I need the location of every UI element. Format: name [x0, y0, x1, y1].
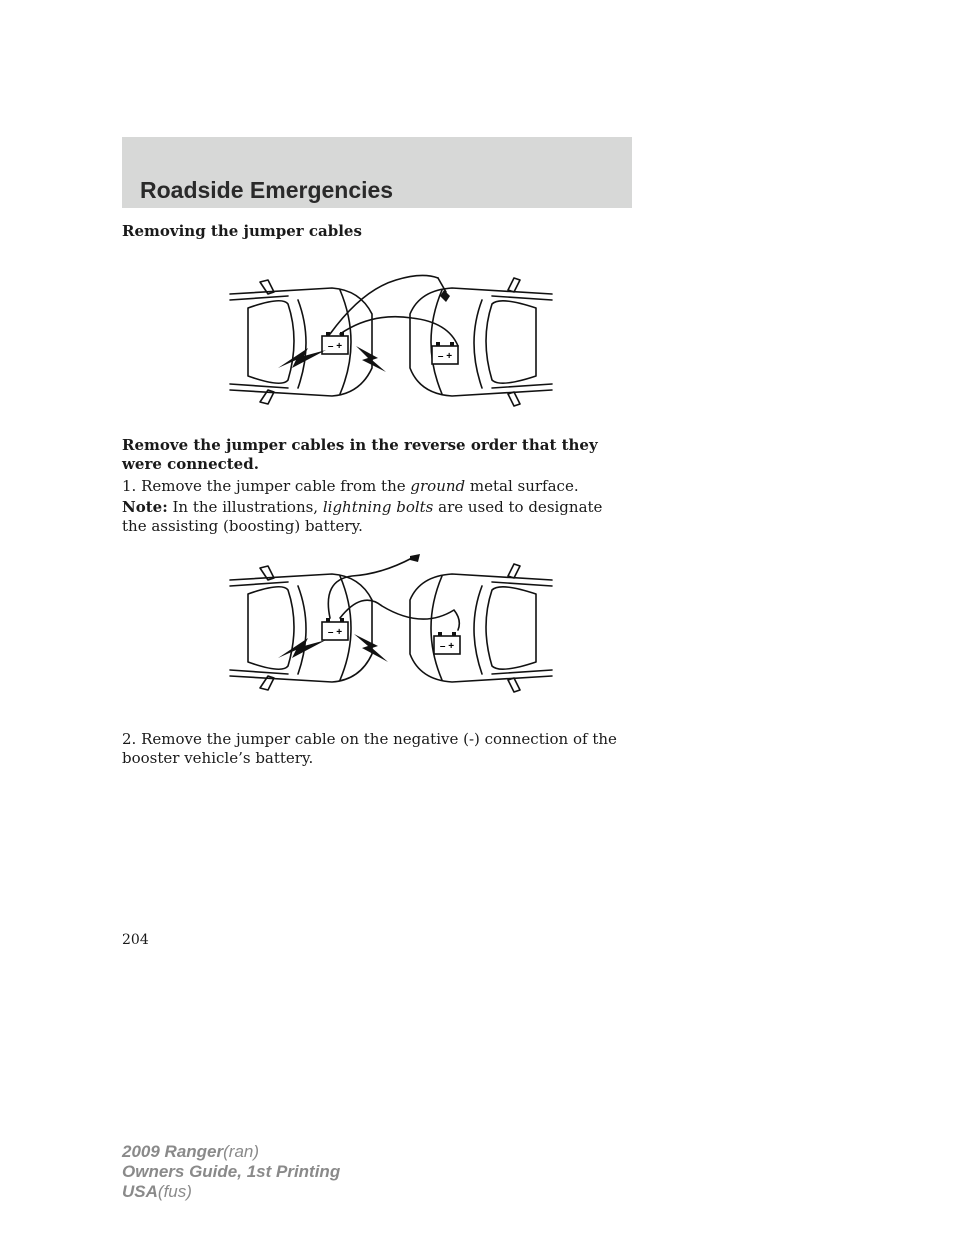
- svg-text:– +: – +: [439, 641, 455, 652]
- battery-right: [434, 632, 460, 654]
- page-title: Roadside Emergencies: [140, 177, 394, 203]
- jumper-cables-illustration-2: [222, 550, 562, 718]
- reverse-order-instruction: Remove the jumper cables in the reverse order that they were connected.: [122, 436, 598, 473]
- step-1: 1. Remove the jumper cable from the ground metal surface.: [122, 477, 579, 495]
- left-car-hood-line: [298, 586, 306, 674]
- right-car-windshield: [486, 301, 536, 383]
- cable-detached: [328, 558, 412, 618]
- svg-text:– +: – +: [327, 627, 343, 638]
- svg-text:– +: – +: [437, 351, 453, 362]
- section-title: Removing the jumper cables: [122, 222, 362, 240]
- lightning-bolt-icon: [278, 638, 326, 658]
- footer: 2009 Ranger(ran) Owners Guide, 1st Printing USA(fus): [122, 1142, 341, 1201]
- battery-left: [322, 618, 348, 640]
- left-car-windshield: [248, 301, 294, 383]
- right-car-hood-line: [474, 300, 482, 388]
- right-car-hood-line: [474, 586, 482, 674]
- lightning-bolt-icon: [278, 348, 326, 368]
- left-car-windshield: [248, 587, 294, 669]
- page-number: 204: [122, 932, 149, 948]
- header-band: [122, 137, 632, 208]
- cable-negative: [340, 600, 459, 630]
- cable-negative: [340, 317, 458, 346]
- jumper-cables-illustration-1: [222, 256, 562, 424]
- right-car-mirror-top: [508, 278, 520, 292]
- battery-left: [322, 332, 348, 354]
- right-car-windshield: [486, 587, 536, 669]
- svg-text:– +: – +: [327, 341, 343, 352]
- right-car-mirror-bottom: [508, 392, 520, 406]
- cable-clamp-icon: [410, 554, 420, 562]
- note: Note: In the illustrations, lightning bolts are used to designate the assisting (boosting) battery.: [122, 498, 603, 535]
- step-2: 2. Remove the jumper cable on the negative (-) connection of the booster vehicle’s battery.: [122, 730, 617, 767]
- cable-positive: [330, 275, 438, 334]
- left-car-hood-line: [298, 300, 306, 388]
- battery-right: [432, 342, 458, 364]
- lightning-bolt-icon: [356, 346, 386, 372]
- right-car-front: [431, 576, 442, 680]
- right-car-mirror-top: [508, 564, 520, 578]
- right-car-mirror-bottom: [508, 678, 520, 692]
